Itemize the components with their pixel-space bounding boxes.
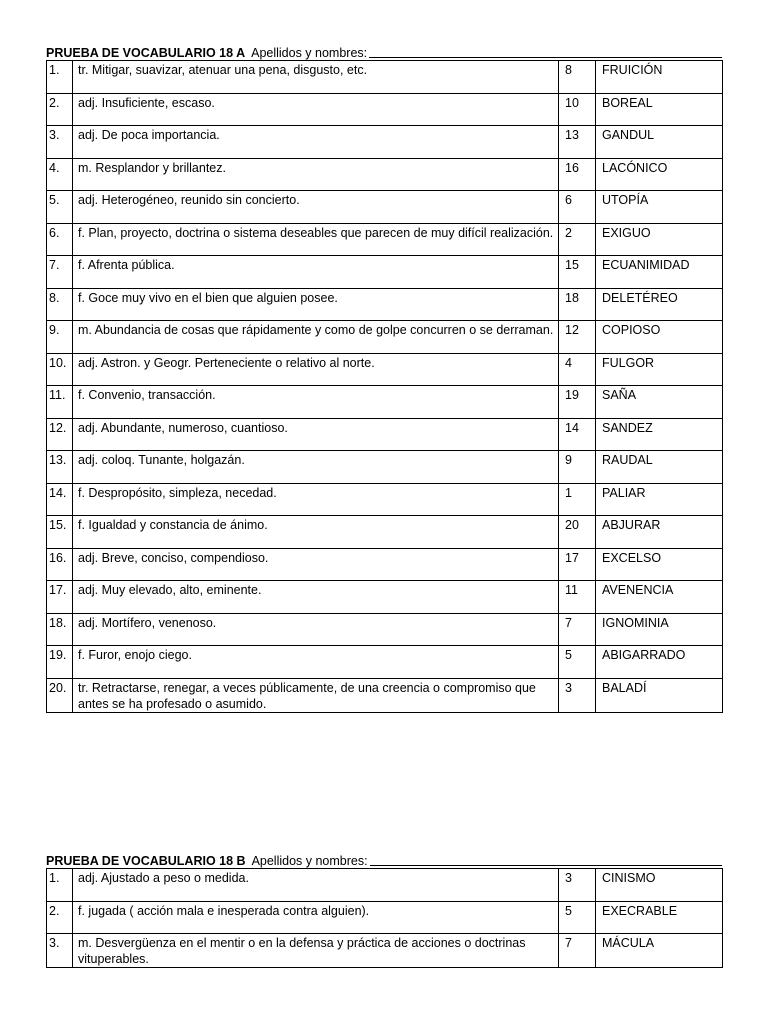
test-title: PRUEBA DE VOCABULARIO 18 B — [46, 854, 246, 868]
word-cell: EXIGUO — [596, 223, 723, 256]
answer-key-cell: 8 — [559, 61, 596, 94]
word-cell: ABIGARRADO — [596, 646, 723, 679]
row-number: 5. — [47, 191, 73, 224]
answer-key-cell: 7 — [559, 934, 596, 968]
definition-cell: f. Despropósito, simpleza, necedad. — [73, 483, 559, 516]
row-number: 6. — [47, 223, 73, 256]
table-row — [47, 869, 723, 902]
table-row — [47, 158, 723, 191]
name-label: Apellidos y nombres: — [251, 854, 368, 868]
table-row — [47, 386, 723, 419]
table-row — [47, 93, 723, 126]
definition-cell: m. Desvergüenza en el mentir o en la defensa y práctica de acciones o doctrinas vituperables. — [73, 934, 559, 968]
name-blank-line — [370, 853, 722, 866]
word-cell: EXECRABLE — [596, 901, 723, 934]
table-row — [47, 126, 723, 159]
row-number: 7. — [47, 256, 73, 289]
table-row — [47, 678, 723, 712]
answer-key-cell: 7 — [559, 613, 596, 646]
row-number: 2. — [47, 93, 73, 126]
vocabulary-table — [46, 868, 723, 968]
word-cell: FRUICIÓN — [596, 61, 723, 94]
definition-cell: f. Convenio, transacción. — [73, 386, 559, 419]
table-row — [47, 451, 723, 484]
answer-key-cell: 2 — [559, 223, 596, 256]
table-row — [47, 483, 723, 516]
word-cell: MÁCULA — [596, 934, 723, 968]
row-number: 14. — [47, 483, 73, 516]
table-row — [47, 321, 723, 354]
name-blank-line — [369, 45, 722, 58]
answer-key-cell: 10 — [559, 93, 596, 126]
table-row — [47, 191, 723, 224]
definition-cell: adj. Breve, conciso, compendioso. — [73, 548, 559, 581]
answer-key-cell: 3 — [559, 678, 596, 712]
vocabulary-table — [46, 60, 723, 713]
definition-cell: adj. Heterogéneo, reunido sin concierto. — [73, 191, 559, 224]
definition-cell: f. Igualdad y constancia de ánimo. — [73, 516, 559, 549]
table-row — [47, 223, 723, 256]
table-row — [47, 901, 723, 934]
word-cell: FULGOR — [596, 353, 723, 386]
definition-cell: adj. Abundante, numeroso, cuantioso. — [73, 418, 559, 451]
answer-key-cell: 12 — [559, 321, 596, 354]
definition-cell: m. Resplandor y brillantez. — [73, 158, 559, 191]
table-row — [47, 256, 723, 289]
word-cell: EXCELSO — [596, 548, 723, 581]
answer-key-cell: 18 — [559, 288, 596, 321]
word-cell: AVENENCIA — [596, 581, 723, 614]
row-number: 13. — [47, 451, 73, 484]
table-row — [47, 516, 723, 549]
test-title: PRUEBA DE VOCABULARIO 18 A — [46, 46, 246, 60]
answer-key-cell: 9 — [559, 451, 596, 484]
word-cell: COPIOSO — [596, 321, 723, 354]
word-cell: GANDUL — [596, 126, 723, 159]
answer-key-cell: 11 — [559, 581, 596, 614]
definition-cell: adj. Muy elevado, alto, eminente. — [73, 581, 559, 614]
answer-key-cell: 19 — [559, 386, 596, 419]
row-number: 17. — [47, 581, 73, 614]
definition-cell: f. jugada ( acción mala e inesperada contra alguien). — [73, 901, 559, 934]
row-number: 10. — [47, 353, 73, 386]
answer-key-cell: 17 — [559, 548, 596, 581]
table-row — [47, 646, 723, 679]
vocabulary-test-b — [46, 852, 722, 968]
row-number: 4. — [47, 158, 73, 191]
row-number: 1. — [47, 61, 73, 94]
word-cell: SANDEZ — [596, 418, 723, 451]
definition-cell: tr. Mitigar, suavizar, atenuar una pena, disgusto, etc. — [73, 61, 559, 94]
definition-cell: f. Plan, proyecto, doctrina o sistema deseables que parecen de muy difícil realización. — [73, 223, 559, 256]
answer-key-cell: 5 — [559, 646, 596, 679]
table-row — [47, 353, 723, 386]
row-number: 19. — [47, 646, 73, 679]
word-cell: BALADÍ — [596, 678, 723, 712]
definition-cell: f. Goce muy vivo en el bien que alguien posee. — [73, 288, 559, 321]
table-row — [47, 934, 723, 968]
table-row — [47, 61, 723, 94]
definition-cell: f. Furor, enojo ciego. — [73, 646, 559, 679]
row-number: 2. — [47, 901, 73, 934]
word-cell: LACÓNICO — [596, 158, 723, 191]
row-number: 9. — [47, 321, 73, 354]
row-number: 11. — [47, 386, 73, 419]
definition-cell: adj. Insuficiente, escaso. — [73, 93, 559, 126]
word-cell: DELETÉREO — [596, 288, 723, 321]
definition-cell: adj. coloq. Tunante, holgazán. — [73, 451, 559, 484]
word-cell: RAUDAL — [596, 451, 723, 484]
word-cell: BOREAL — [596, 93, 723, 126]
answer-key-cell: 3 — [559, 869, 596, 902]
answer-key-cell: 15 — [559, 256, 596, 289]
definition-cell: f. Afrenta pública. — [73, 256, 559, 289]
word-cell: UTOPÍA — [596, 191, 723, 224]
definition-cell: adj. De poca importancia. — [73, 126, 559, 159]
word-cell: ABJURAR — [596, 516, 723, 549]
row-number: 15. — [47, 516, 73, 549]
answer-key-cell: 16 — [559, 158, 596, 191]
answer-key-cell: 5 — [559, 901, 596, 934]
row-number: 1. — [47, 869, 73, 902]
test-header — [46, 44, 722, 60]
word-cell: PALIAR — [596, 483, 723, 516]
row-number: 8. — [47, 288, 73, 321]
test-header — [46, 852, 722, 868]
table-row — [47, 288, 723, 321]
definition-cell: adj. Mortífero, venenoso. — [73, 613, 559, 646]
word-cell: IGNOMINIA — [596, 613, 723, 646]
vocabulary-test-a — [46, 44, 722, 713]
definition-cell: adj. Ajustado a peso o medida. — [73, 869, 559, 902]
definition-cell: m. Abundancia de cosas que rápidamente y como de golpe concurren o se derraman. — [73, 321, 559, 354]
table-row — [47, 613, 723, 646]
word-cell: CINISMO — [596, 869, 723, 902]
answer-key-cell: 1 — [559, 483, 596, 516]
row-number: 20. — [47, 678, 73, 712]
definition-cell: adj. Astron. y Geogr. Perteneciente o relativo al norte. — [73, 353, 559, 386]
table-row — [47, 581, 723, 614]
row-number: 18. — [47, 613, 73, 646]
name-label: Apellidos y nombres: — [251, 46, 368, 60]
row-number: 3. — [47, 934, 73, 968]
answer-key-cell: 6 — [559, 191, 596, 224]
table-row — [47, 548, 723, 581]
answer-key-cell: 13 — [559, 126, 596, 159]
word-cell: ECUANIMIDAD — [596, 256, 723, 289]
answer-key-cell: 4 — [559, 353, 596, 386]
answer-key-cell: 14 — [559, 418, 596, 451]
definition-cell: tr. Retractarse, renegar, a veces públicamente, de una creencia o compromiso que antes se ha profesado o asumido. — [73, 678, 559, 712]
row-number: 16. — [47, 548, 73, 581]
row-number: 12. — [47, 418, 73, 451]
answer-key-cell: 20 — [559, 516, 596, 549]
word-cell: SAÑA — [596, 386, 723, 419]
table-row — [47, 418, 723, 451]
row-number: 3. — [47, 126, 73, 159]
